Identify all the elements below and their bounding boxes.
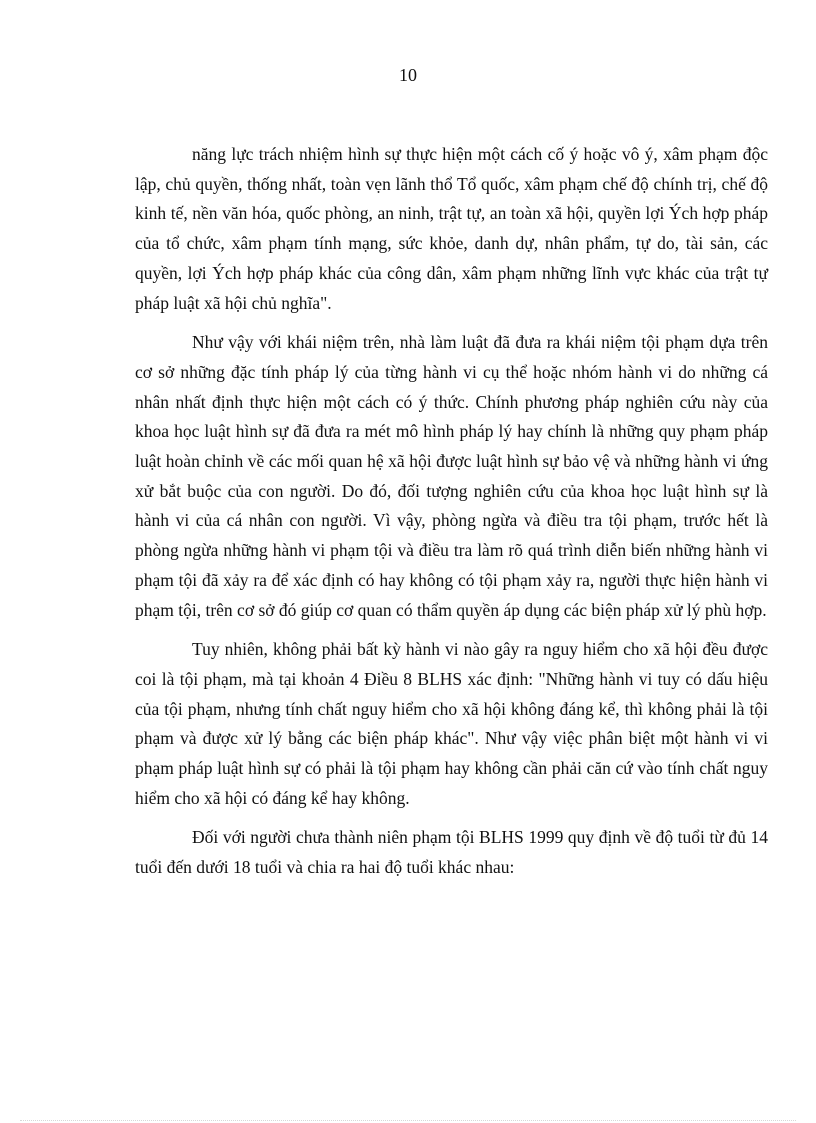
paragraph-4: Đối với người chưa thành niên phạm tội BLHS 1999 quy định về độ tuổi từ đủ 14 tuổi đến dưới 18 tuổi và chia ra hai độ tuổi khác nhau: — [135, 827, 768, 878]
page-bottom-rule — [20, 1120, 796, 1121]
paragraph-3: Tuy nhiên, không phải bất kỳ hành vi nào gây ra nguy hiểm cho xã hội đều được coi là tội phạm, mà tại khoản 4 Điều 8 BLHS xác định: "Những hành vi tuy có dấu hiệu của tội phạm, nhưng tính chất nguy hiểm cho xã hội không đáng kể, thì không phải là tội phạm và được xử lý bằng các biện pháp khác". Như vậy việc phân biệt một hành vi vi phạm pháp luật hình sự có phải là tội phạm hay không cần phải căn cứ vào tính chất nguy hiểm cho xã hội có đáng kể hay không. — [135, 639, 768, 808]
page-number: 10 — [399, 65, 417, 85]
document-body — [135, 140, 768, 893]
paragraph-2: Như vậy với khái niệm trên, nhà làm luật đã đưa ra khái niệm tội phạm dựa trên cơ sở những đặc tính pháp lý của từng hành vi cụ thể hoặc nhóm hành vi do những cá nhân nhất định thực hiện một cách có ý thức. Chính phương pháp nghiên cứu này của khoa học luật hình sự đã đưa ra mét mô hình pháp lý hay chính là những quy phạm pháp luật hoàn chỉnh về các mối quan hệ xã hội được luật hình sự bảo vệ và những hành vi ứng xử bắt buộc của con người. Do đó, đối tượng nghiên cứu của khoa học luật hình sự là hành vi của cá nhân con người. Vì vậy, phòng ngừa và điều tra tội phạm, trước hết là phòng ngừa những hành vi phạm tội và điều tra làm rõ quá trình diễn biến những hành vi phạm tội đã xảy ra để xác định có hay không có tội phạm xảy ra, người thực hiện hành vi phạm tội, trên cơ sở đó giúp cơ quan có thẩm quyền áp dụng các biện pháp xử lý phù hợp. — [135, 332, 768, 620]
paragraph-1: năng lực trách nhiệm hình sự thực hiện một cách cố ý hoặc vô ý, xâm phạm độc lập, chủ quyền, thống nhất, toàn vẹn lãnh thổ Tổ quốc, xâm phạm chế độ chính trị, chế độ kinh tế, nền văn hóa, quốc phòng, an ninh, trật tự, an toàn xã hội, quyền lợi Ých hợp pháp của tổ chức, xâm phạm tính mạng, sức khỏe, danh dự, nhân phẩm, tự do, tài sản, các quyền, lợi Ých hợp pháp khác của công dân, xâm phạm những lĩnh vực khác của trật tự pháp luật xã hội chủ nghĩa". — [135, 144, 768, 313]
